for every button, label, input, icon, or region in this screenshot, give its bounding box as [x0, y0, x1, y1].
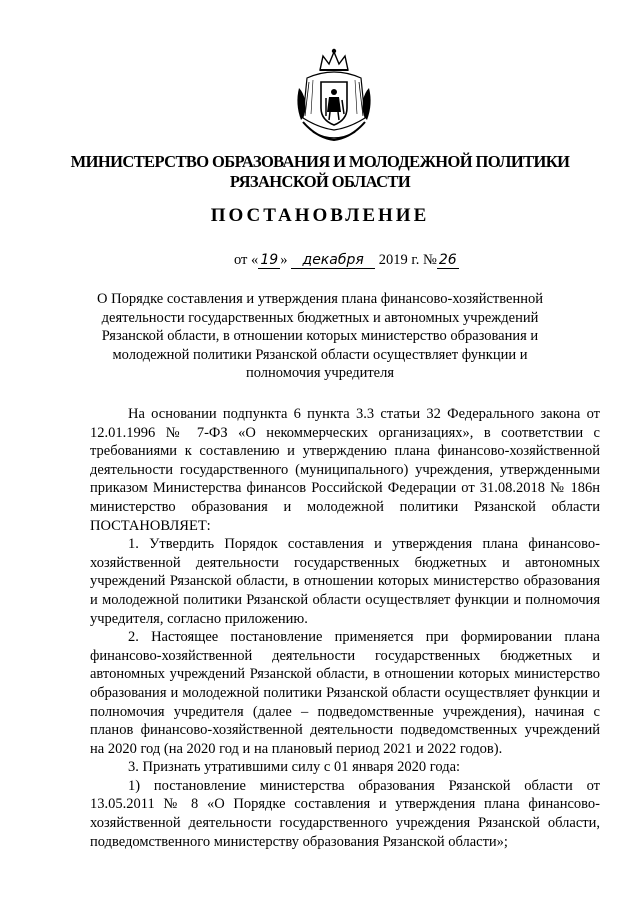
ministry-name-line1: МИНИСТЕРСТВО ОБРАЗОВАНИЯ И МОЛОДЕЖНОЙ ПОЛИТИКИ: [70, 152, 570, 171]
paragraph: 2. Настоящее постановление применяется при формировании плана финансово-хозяйственной деятельности государственных бюджетных и автономных учреждений Рязанской области, в отношении которых министерство образования и молодежной политики Рязанской области осуществляет функции и полномочия учредителя (далее – подведомственные учреждения), начиная с планов финансово-хозяйственной деятельности подведомственных учреждений на 2020 год (на 2020 год и на плановый период 2021 и 2022 годов).: [90, 629, 600, 757]
coat-of-arms-icon: [293, 48, 375, 144]
paragraph: 1) постановление министерства образования Рязанской области от 13.05.2011 № 8 «О Порядке составления и утверждения плана финансово-хозяйственной деятельности государственного учреждения Рязанской области, подведомственного министерству образования Рязанской области»;: [90, 777, 600, 850]
paragraph: 3. Признать утратившими силу с 01 января 2020 года:: [128, 759, 461, 776]
date-number-line: [234, 252, 459, 269]
date-month: декабря: [291, 253, 375, 269]
paragraph: 1. Утвердить Порядок составления и утверждения плана финансово-хозяйственной деятельности государственных бюджетных и автономных учреждений Рязанской области, в отношении которых министерство образования и молодежной политики Рязанской области осуществляет функции и полномочия учредителя, согласно приложению.: [90, 536, 600, 627]
document-number: 26: [437, 253, 459, 269]
document-type: ПОСТАНОВЛЕНИЕ: [210, 205, 430, 226]
ministry-name-line2: РЯЗАНСКОЙ ОБЛАСТИ: [229, 172, 411, 191]
date-close-quote: »: [280, 252, 288, 268]
document-title: О Порядке составления и утверждения плана финансово-хозяйственной деятельности государственных бюджетных и автономных учреждений Рязанской области, в отношении которых министерство образования и молодежной политики Рязанской области осуществляет функции и полномочия учредителя: [97, 291, 543, 382]
document-body: [90, 405, 600, 851]
paragraph: На основании подпункта 6 пункта 3.3 статьи 32 Федерального закона от 12.01.1996 № 7-ФЗ «О некоммерческих организациях», в соответствии с требованиями к составлению и утверждению плана финансово-хозяйственной деятельности государственного (муниципального) учреждения, утвержденными приказом Министерства финансов Российской Федерации от 31.08.2018 № 186н министерство образования и молодежной политики Рязанской области ПОСТАНОВЛЯЕТ:: [90, 406, 600, 534]
date-day: 19: [258, 253, 280, 269]
date-year: 2019 г. №: [378, 252, 437, 268]
date-prefix: от «: [234, 252, 259, 268]
